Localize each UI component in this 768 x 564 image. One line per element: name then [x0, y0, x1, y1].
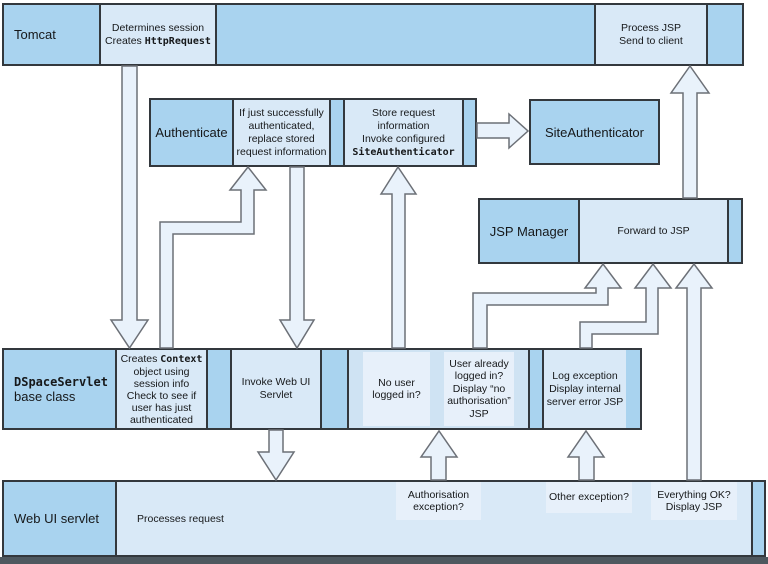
creates-line2: object using — [133, 365, 190, 378]
store-line1: Store request information — [371, 106, 436, 132]
store-request-box — [345, 100, 464, 165]
determines-line1: Determines session — [111, 21, 205, 34]
other-exception-text: Other exception? — [549, 491, 629, 504]
webui-bar-end — [753, 482, 764, 555]
dspace-servlet-label-mono: DSpaceServlet — [14, 374, 108, 389]
tomcat-label: Tomcat — [4, 5, 101, 64]
authorisation-exception-line2: exception? — [413, 501, 464, 513]
store-line2: Invoke configured — [362, 132, 445, 145]
no-user-logged-in-box — [363, 352, 430, 426]
no-user-line1: No user — [378, 376, 415, 389]
everything-ok-box — [651, 482, 737, 520]
forward-to-jsp-box — [580, 200, 729, 262]
user-already-logged-in-box — [444, 352, 514, 426]
dspace-bar-filler-2 — [322, 350, 349, 428]
processes-request-text: Processes request — [137, 512, 224, 525]
invoke-webui-box — [232, 350, 322, 428]
log-exception-line1: Log exception — [552, 369, 618, 382]
creates-line6: authenticated — [129, 413, 194, 426]
if-just-authenticated-box — [234, 100, 331, 165]
arrow-otherexception-to-logexception — [568, 431, 604, 480]
arrow-useralready-to-forwardjsp — [473, 264, 621, 348]
arrow-tomcat-to-dspace — [111, 66, 148, 348]
user-already-line3: Display “no — [452, 382, 506, 395]
authenticate-bar-end — [464, 100, 475, 165]
tomcat-lifeline-bar — [2, 3, 744, 66]
arrow-dspace-to-authenticate — [160, 167, 266, 348]
jsp-manager-bar — [478, 198, 743, 264]
arrow-nouser-to-store-request — [381, 167, 416, 348]
arrow-invoke-to-webui-servlet — [258, 430, 294, 480]
log-exception-box — [544, 350, 640, 428]
if-just-line1: If just successfully — [239, 106, 324, 119]
webui-servlet-label: Web UI servlet — [4, 482, 117, 555]
creates-line3: session info — [133, 377, 190, 390]
if-just-line2: authenticated, — [248, 119, 315, 132]
process-jsp-box — [596, 5, 708, 64]
arrow-store-to-siteauthenticator — [477, 114, 528, 148]
dspace-servlet-label-rest: base class — [14, 388, 76, 404]
creates-line5: user has just — [131, 401, 192, 414]
user-already-line4: authorisation” — [447, 395, 511, 408]
determines-session-box — [101, 5, 217, 64]
forward-to-jsp-text: Forward to JSP — [617, 224, 690, 237]
log-exception-line2: Display internal — [549, 382, 621, 395]
invoke-line2: Servlet — [259, 389, 293, 401]
if-just-line3: replace stored — [248, 132, 315, 145]
tomcat-bar-filler — [217, 5, 596, 64]
dspace-servlet-label — [4, 350, 117, 428]
arrow-forwardjsp-to-processjsp — [671, 66, 709, 198]
authorisation-exception-line1: Authorisation — [407, 488, 470, 501]
log-exception-textarea — [544, 350, 626, 428]
arrow-everythingok-to-forwardjsp — [676, 264, 712, 480]
dspace-servlet-bar — [2, 348, 642, 430]
no-user-line2: logged in? — [372, 389, 421, 401]
determines-line2: Creates HttpRequest — [105, 34, 211, 47]
log-exception-right-strip — [626, 350, 640, 428]
creates-line4: Check to see if — [126, 389, 197, 402]
arrow-authenticate-to-invoke-webui — [280, 167, 314, 348]
site-authenticator-box: SiteAuthenticator — [529, 99, 660, 165]
authenticate-bar-filler — [331, 100, 345, 165]
bottom-edge-strip — [0, 557, 768, 564]
user-already-line1: User already — [449, 357, 509, 370]
creates-context-box — [117, 350, 208, 428]
tomcat-bar-end — [708, 5, 742, 64]
dspace-bar-filler-1 — [208, 350, 232, 428]
arrow-authexception-to-dspace — [421, 431, 457, 480]
everything-ok-line2: Display JSP — [665, 501, 723, 513]
authenticate-bar — [149, 98, 477, 167]
arrow-logexception-to-forwardjsp — [580, 264, 671, 348]
authorisation-exception-box — [396, 482, 481, 520]
other-exception-box — [546, 482, 632, 513]
process-line2: Send to client — [619, 34, 683, 47]
dspace-bar-filler-3 — [530, 350, 544, 428]
if-just-line4: request information — [236, 145, 327, 158]
everything-ok-line1: Everything OK? — [657, 488, 731, 501]
store-line3: SiteAuthenticator — [352, 146, 455, 158]
process-line1: Process JSP — [620, 21, 682, 34]
authenticate-label: Authenticate — [151, 100, 234, 165]
jsp-manager-label: JSP Manager — [480, 200, 580, 262]
user-already-line2: logged in? — [454, 370, 504, 383]
invoke-line1: Invoke Web UI — [241, 376, 311, 388]
creates-line1: Creates Context — [120, 352, 203, 365]
log-exception-line3: server error JSP — [546, 395, 624, 408]
user-already-line5: JSP — [469, 407, 489, 420]
jsp-manager-bar-end — [729, 200, 741, 262]
